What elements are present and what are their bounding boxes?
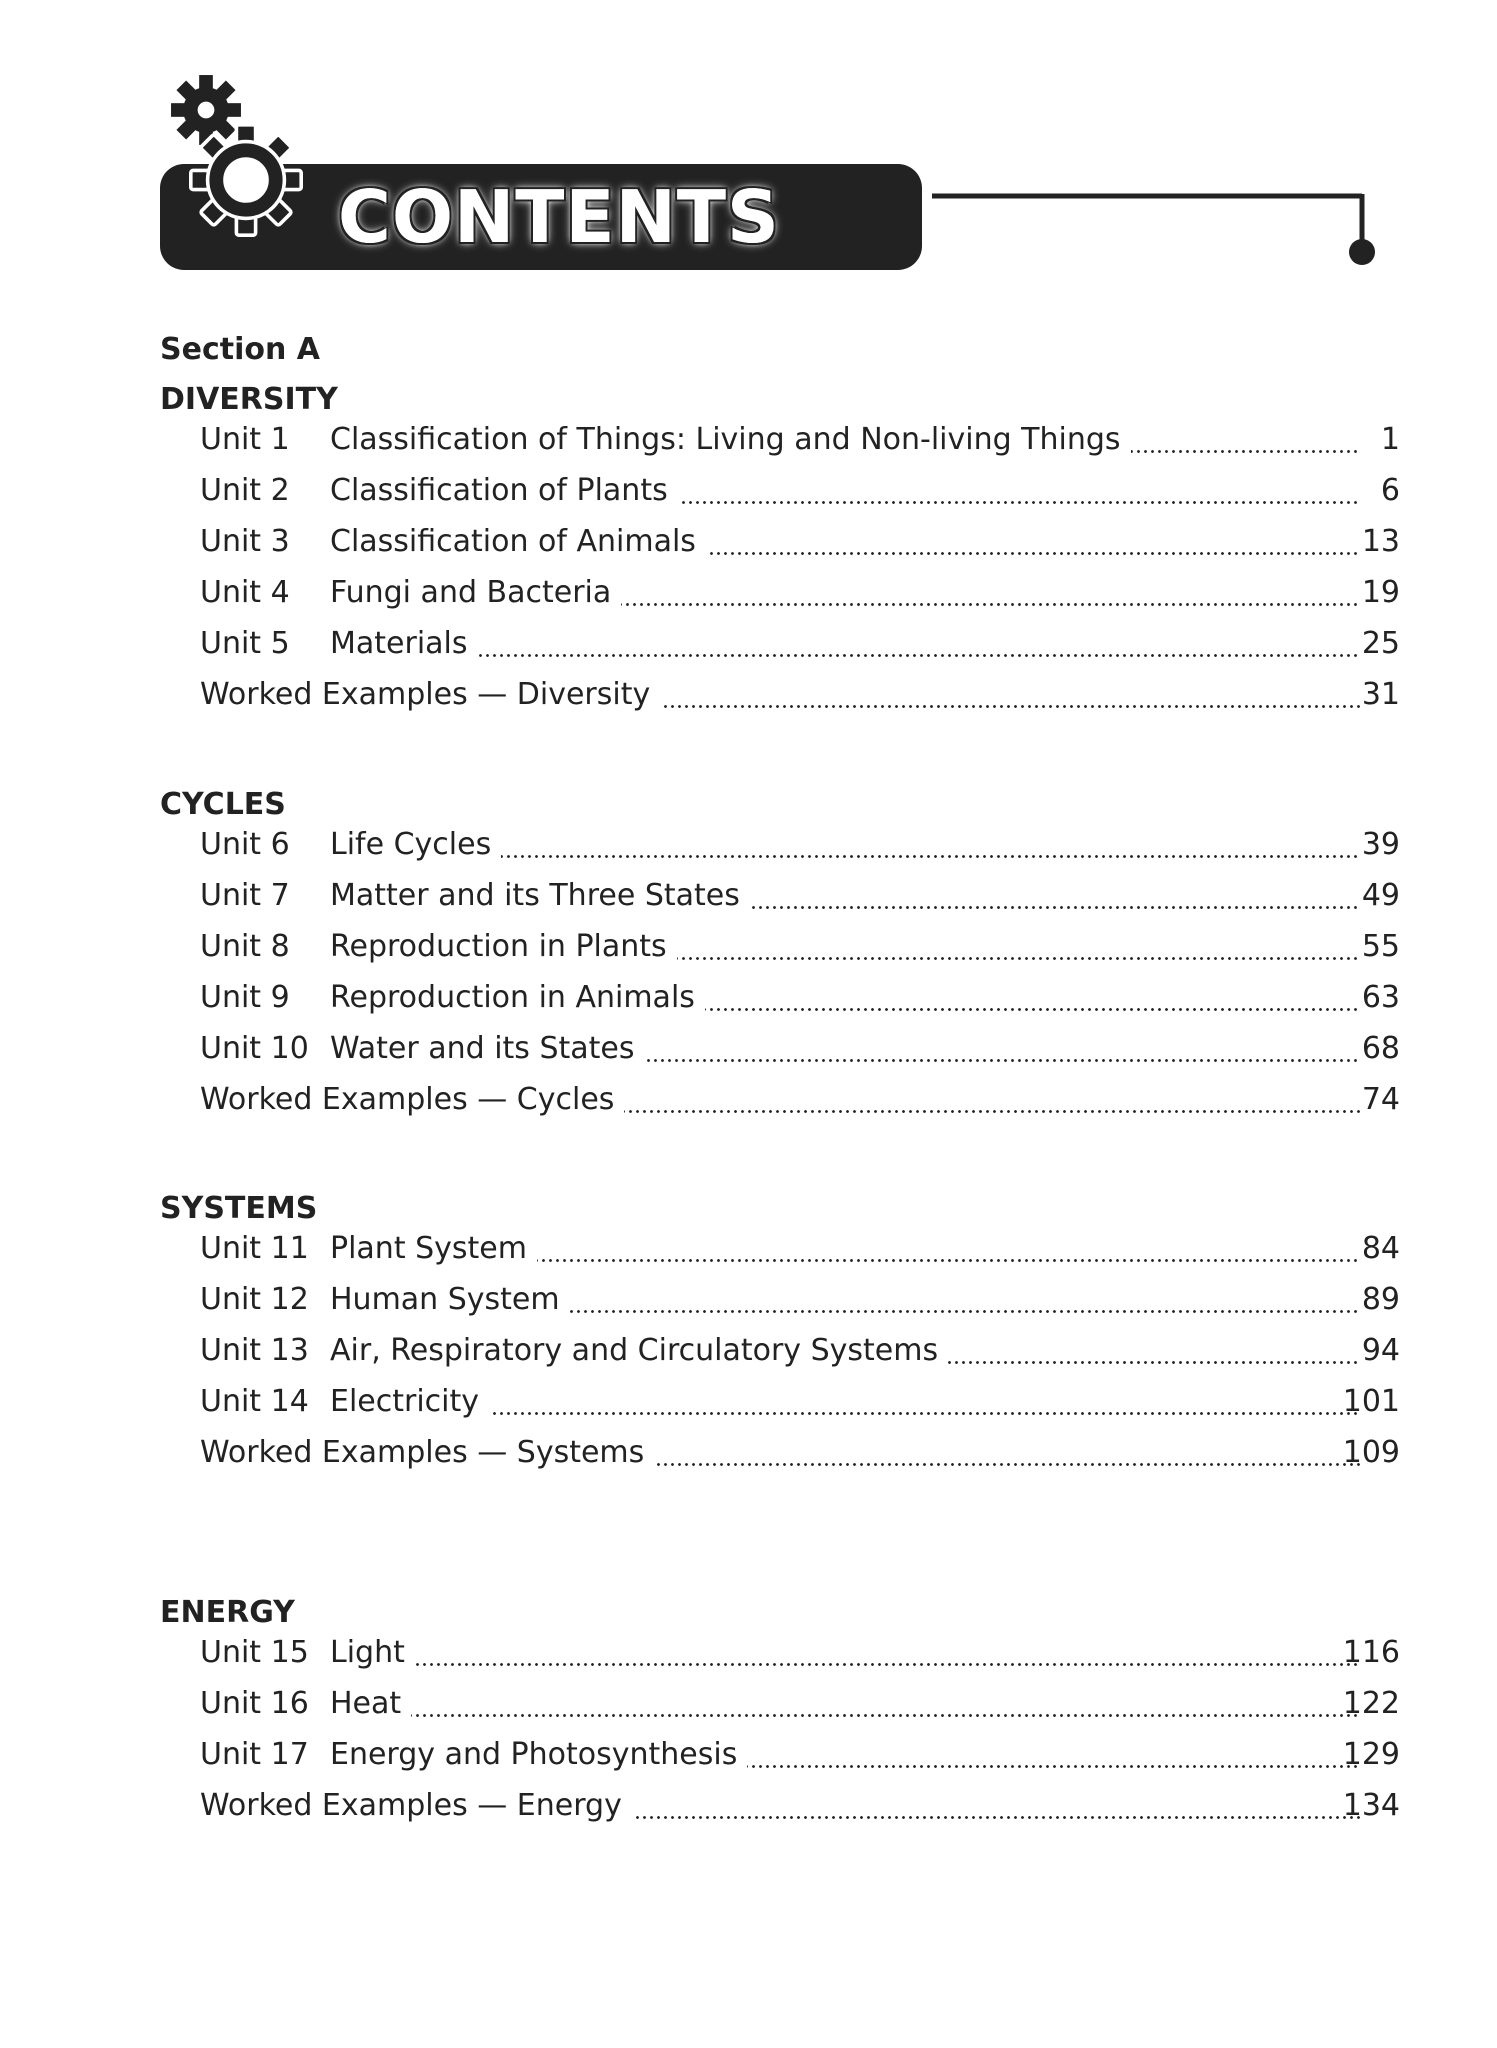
toc-entry[interactable]	[200, 1024, 1440, 1074]
page-number: 68	[1361, 1031, 1400, 1066]
unit-number: Unit 7	[200, 878, 290, 913]
unit-number: Unit 9	[200, 980, 290, 1015]
entry-title-leader	[330, 1326, 1360, 1376]
page-number: 25	[1361, 626, 1400, 661]
toc-entry[interactable]	[200, 1781, 1440, 1831]
unit-number: Unit 2	[200, 473, 290, 508]
entry-title-leader	[200, 1781, 1360, 1831]
entry-title-leader	[200, 1075, 1360, 1125]
entry-title-leader	[330, 1275, 1360, 1325]
unit-number: Unit 17	[200, 1737, 309, 1772]
page-title: CONTENTS	[338, 175, 780, 259]
entry-title-leader	[330, 1730, 1360, 1780]
page-number: 89	[1361, 1282, 1400, 1317]
page-number: 94	[1361, 1333, 1400, 1368]
entry-title: Classification of Animals	[330, 524, 706, 559]
toc-entry[interactable]	[200, 670, 1440, 720]
toc-entry[interactable]	[200, 1628, 1440, 1678]
entry-title: Fungi and Bacteria	[330, 575, 621, 610]
page-number: 6	[1380, 473, 1400, 508]
toc-entry[interactable]	[200, 1326, 1440, 1376]
toc-entry[interactable]	[200, 1075, 1440, 1125]
unit-number: Unit 8	[200, 929, 290, 964]
entry-title: Air, Respiratory and Circulatory Systems	[330, 1333, 948, 1368]
entry-title: Matter and its Three States	[330, 878, 750, 913]
unit-number: Unit 4	[200, 575, 290, 610]
entry-title-leader	[330, 619, 1360, 669]
toc-entry[interactable]	[200, 568, 1440, 618]
page-number: 55	[1361, 929, 1400, 964]
unit-number: Unit 5	[200, 626, 290, 661]
entry-title: Worked Examples — Diversity	[200, 677, 660, 712]
entry-title-leader	[330, 922, 1360, 972]
entry-title-leader	[330, 1224, 1360, 1274]
toc-entry[interactable]	[200, 1679, 1440, 1729]
entry-title: Worked Examples — Cycles	[200, 1082, 624, 1117]
page-number: 19	[1361, 575, 1400, 610]
entry-title-leader	[330, 1024, 1360, 1074]
entry-title-leader	[200, 670, 1360, 720]
unit-number: Unit 6	[200, 827, 290, 862]
toc-entry[interactable]	[200, 415, 1440, 465]
page-number: 129	[1342, 1737, 1400, 1772]
entry-title-leader	[330, 568, 1360, 618]
entry-title: Reproduction in Animals	[330, 980, 705, 1015]
contents-header	[0, 0, 1497, 300]
toc-entry[interactable]	[200, 1377, 1440, 1427]
page-number: 39	[1361, 827, 1400, 862]
entry-title-leader	[330, 517, 1360, 567]
entry-title-leader	[200, 1428, 1360, 1478]
page-number: 116	[1342, 1635, 1400, 1670]
entry-title-leader	[330, 1679, 1360, 1729]
page-number: 13	[1361, 524, 1400, 559]
group-heading-systems: SYSTEMS	[160, 1191, 318, 1226]
entry-title: Reproduction in Plants	[330, 929, 677, 964]
page-number: 134	[1342, 1788, 1400, 1823]
entry-title-leader	[330, 871, 1360, 921]
entry-title: Plant System	[330, 1231, 537, 1266]
entry-title: Life Cycles	[330, 827, 501, 862]
page-number: 84	[1361, 1231, 1400, 1266]
toc-entry[interactable]	[200, 973, 1440, 1023]
unit-number: Unit 14	[200, 1384, 309, 1419]
group-heading-diversity: DIVERSITY	[160, 382, 338, 417]
page-number: 74	[1361, 1082, 1400, 1117]
entry-title-leader	[330, 415, 1360, 465]
section-label: Section A	[160, 332, 320, 367]
group-heading-cycles: CYCLES	[160, 787, 286, 822]
page-number: 101	[1342, 1384, 1400, 1419]
title-connector-line	[922, 190, 1382, 270]
entry-title-leader	[330, 1628, 1360, 1678]
entry-title: Light	[330, 1635, 415, 1670]
toc-entry[interactable]	[200, 517, 1440, 567]
large-gear-icon	[186, 120, 306, 240]
toc-entry[interactable]	[200, 1275, 1440, 1325]
entry-title: Energy and Photosynthesis	[330, 1737, 747, 1772]
page-number: 1	[1380, 422, 1400, 457]
entry-title: Materials	[330, 626, 478, 661]
toc-entry[interactable]	[200, 1730, 1440, 1780]
entry-title-leader	[330, 820, 1360, 870]
page-number: 49	[1361, 878, 1400, 913]
page-number: 109	[1342, 1435, 1400, 1470]
page-number: 31	[1361, 677, 1400, 712]
unit-number: Unit 3	[200, 524, 290, 559]
unit-number: Unit 10	[200, 1031, 309, 1066]
toc-entry[interactable]	[200, 466, 1440, 516]
toc-entry[interactable]	[200, 619, 1440, 669]
entry-title: Water and its States	[330, 1031, 645, 1066]
entry-title: Heat	[330, 1686, 411, 1721]
entry-title: Worked Examples — Systems	[200, 1435, 654, 1470]
unit-number: Unit 1	[200, 422, 290, 457]
entry-title-leader	[330, 1377, 1360, 1427]
toc-entry[interactable]	[200, 1428, 1440, 1478]
unit-number: Unit 12	[200, 1282, 309, 1317]
unit-number: Unit 13	[200, 1333, 309, 1368]
entry-title: Classification of Things: Living and Non-living Things	[330, 422, 1131, 457]
toc-entry[interactable]	[200, 820, 1440, 870]
entry-title-leader	[330, 973, 1360, 1023]
toc-entry[interactable]	[200, 871, 1440, 921]
unit-number: Unit 15	[200, 1635, 309, 1670]
toc-entry[interactable]	[200, 922, 1440, 972]
page-number: 63	[1361, 980, 1400, 1015]
entry-title-leader	[330, 466, 1360, 516]
entry-title: Human System	[330, 1282, 570, 1317]
unit-number: Unit 11	[200, 1231, 309, 1266]
group-heading-energy: ENERGY	[160, 1595, 295, 1630]
entry-title: Worked Examples — Energy	[200, 1788, 632, 1823]
entry-title: Electricity	[330, 1384, 489, 1419]
unit-number: Unit 16	[200, 1686, 309, 1721]
toc-entry[interactable]	[200, 1224, 1440, 1274]
entry-title: Classification of Plants	[330, 473, 678, 508]
page-number: 122	[1342, 1686, 1400, 1721]
